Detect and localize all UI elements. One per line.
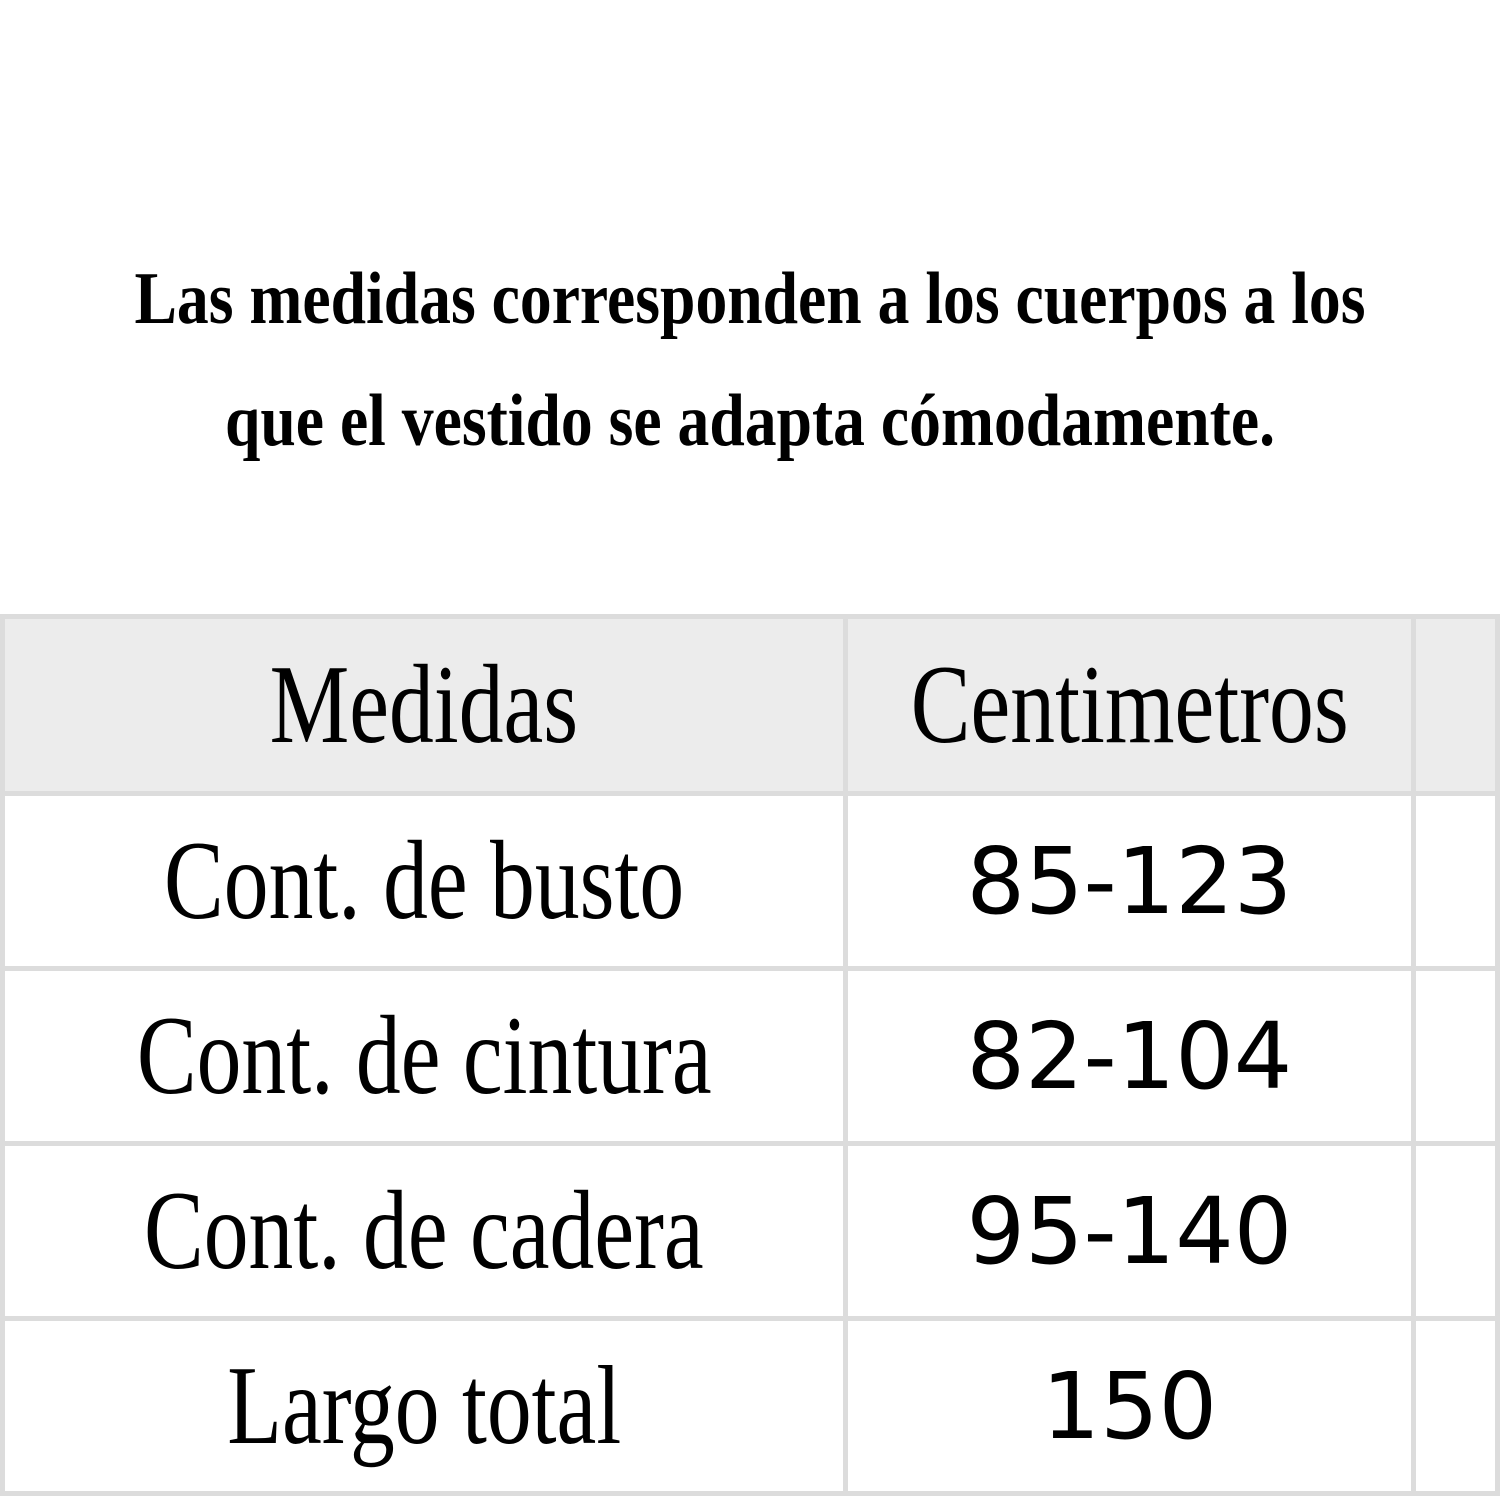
header-medidas: Medidas [3,617,846,794]
size-note-line-2: que el vestido se adapta cómodamente. [224,380,1276,462]
empty-cell [1414,1144,1498,1319]
size-table [0,614,1500,1496]
row-value: 82-104 [845,969,1414,1144]
empty-cell [1414,969,1498,1144]
row-value: 150 [845,1319,1414,1494]
row-value: 95-140 [845,1144,1414,1319]
row-value: 85-123 [845,794,1414,969]
table-row [3,794,1498,969]
empty-cell [1414,1319,1498,1494]
row-label: Cont. de cintura [3,969,846,1144]
header-empty-cell [1414,617,1498,794]
table-row [3,1144,1498,1319]
size-note-line-1: Las medidas corresponden a los cuerpos a los [134,258,1366,340]
table-row [3,1319,1498,1494]
empty-cell [1414,794,1498,969]
table-header-row [3,617,1498,794]
header-centimetros: Centimetros [845,617,1414,794]
size-note [105,238,1395,482]
row-label: Cont. de cadera [3,1144,846,1319]
row-label: Largo total [3,1319,846,1494]
row-label: Cont. de busto [3,794,846,969]
table-row [3,969,1498,1144]
